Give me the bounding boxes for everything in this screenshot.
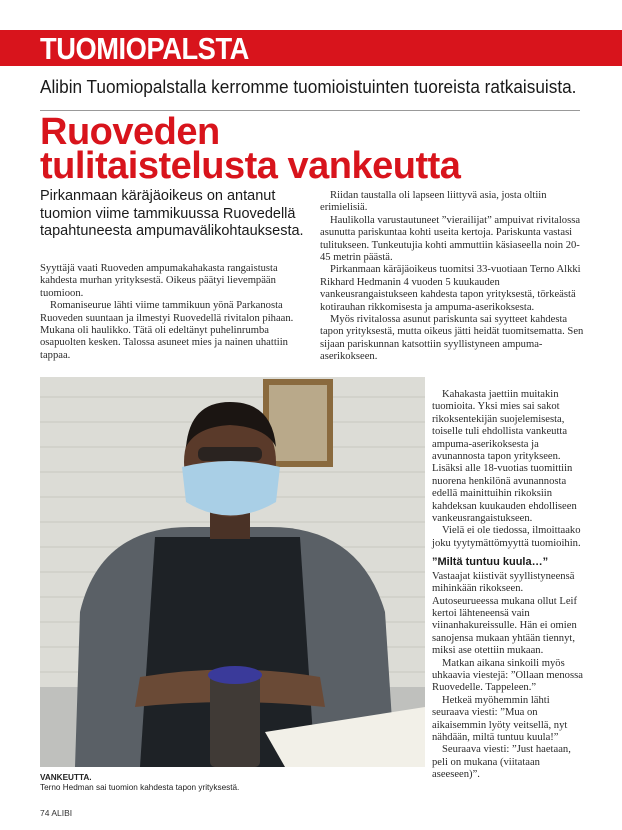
paragraph: Riidan taustalla oli lapseen liittyvä asia, josta oltiin erimielisiä. bbox=[320, 190, 547, 214]
paragraph: Romaniseurue lähti viime tammikuun yönä Parkanosta Ruoveden suuntaan ja ilmestyi Ruovedellä rivitalon pihaan. Mukana oli haulikko. Tätä oli edeltänyt puhelinrumba osapuolten kesken. Talossa asuneet mies ja nainen uhattiin tappaa. bbox=[40, 300, 294, 361]
lead-line: tapahtuneesta ampumavälikohtauksesta. bbox=[40, 223, 304, 239]
article-headline bbox=[40, 111, 600, 187]
paragraph: Vielä ei ole tiedossa, ilmoittaako joku tyytymättömyyttä tuomioihin. bbox=[432, 525, 581, 549]
caption-text: Terno Hedman sai tuomion kahdesta tapon yrityksestä. bbox=[40, 783, 240, 792]
paragraph: Haulikolla varustautuneet ”vierailijat” ampuivat rivitalossa asunutta pariskuntaa kohti useita kertoja. Pariskunta vastasi tulitukseen. Tunkeutujia kohti ammuttiin käsiaseella noin 20-45 metrin päästä. bbox=[320, 214, 581, 264]
page-footer bbox=[40, 808, 72, 818]
article-lead bbox=[40, 188, 305, 241]
paragraph: Seuraava viesti: ”Just haetaan, peli on mukana (viitataan aseeseen)”. bbox=[432, 744, 571, 781]
courtroom-photo bbox=[40, 377, 425, 767]
caption-title: VANKEUTTA. bbox=[40, 773, 92, 782]
magazine-name: ALIBI bbox=[51, 808, 73, 818]
column-subtitle: Alibin Tuomiopalstalla kerromme tuomioistuinten tuoreista ratkaisuista. bbox=[40, 76, 577, 97]
page-number: 74 bbox=[40, 808, 50, 818]
photo-caption bbox=[40, 773, 430, 793]
right-column bbox=[320, 190, 585, 364]
paragraph: Hetkeä myöhemmin lähti seuraava viesti: ”Mua on aikaisemmin lyöty veitsellä, nyt nähdään, miltä tuntuu kuula!” bbox=[432, 694, 568, 743]
paragraph: Syyttäjä vaati Ruoveden ampumakahakasta rangaistusta kahdesta murhan yrityksestä. Oikeus päätyi lievempään tuomioon. bbox=[40, 263, 278, 299]
defendant-illustration bbox=[40, 377, 425, 767]
lead-line: Pirkanmaan käräjäoikeus on antanut bbox=[40, 188, 276, 204]
section-banner bbox=[0, 30, 622, 66]
narrow-column bbox=[432, 389, 587, 782]
paragraph: Matkan aikana sinkoili myös uhkaavia viestejä: ”Ollaan menossa Ruovedelle. Tappeleen.” bbox=[432, 657, 583, 694]
subheading: ”Miltä tuntuu kuula…” bbox=[432, 556, 549, 569]
paragraph: Kahakasta jaettiin muitakin tuomioita. Yksi mies sai sakot rikoksentekijän suojelemisesta, toiselle tuli ehdollista vankeutta ampuma-aserikoksesta ja avunannosta tapon yritykseen. Lisäksi alle 18-vuotias tuomittiin nuorena henkilönä avunannosta edellä mainittuihin rikoksiin kahdeksan kuukauden ehdolliseen vankeusrangaistukseen. bbox=[432, 389, 577, 525]
headline-line: Ruoveden bbox=[40, 111, 220, 153]
lead-line: tuomion viime tammikuussa Ruovedellä bbox=[40, 205, 296, 222]
section-title: TUOMIOPALSTA bbox=[40, 31, 249, 66]
paragraph: Myös rivitalossa asunut pariskunta sai syytteet kahdesta tapon yrityksestä, mutta oikeus jätti heidät tuomitsematta. Sen sijaan pariskunnan katsottiin syyllistyneen ampuma-aserikokseen. bbox=[320, 314, 584, 363]
headline-line: tulitaistelusta vankeutta bbox=[40, 145, 461, 187]
paragraph: Pirkanmaan käräjäoikeus tuomitsi 33-vuotiaan Terno Alkki Rikhard Hedmanin 4 vuoden 5 kuukauden vankeusrangaistukseen kahdesta tapon yrityksestä, törkeästä kotirauhan rikkomisesta ja ampuma-aserikoksesta. bbox=[320, 264, 581, 313]
left-column bbox=[40, 263, 305, 362]
paragraph: Vastaajat kiistivät syyllistyneensä mihinkään rikokseen. Autoseurueessa mukana ollut Leif kertoi lähteneensä vain viinanhakureissulle. Hän ei omien sanojensa mukaan yhtään tiennyt, miksi ase otettiin mukaan. bbox=[432, 570, 578, 657]
